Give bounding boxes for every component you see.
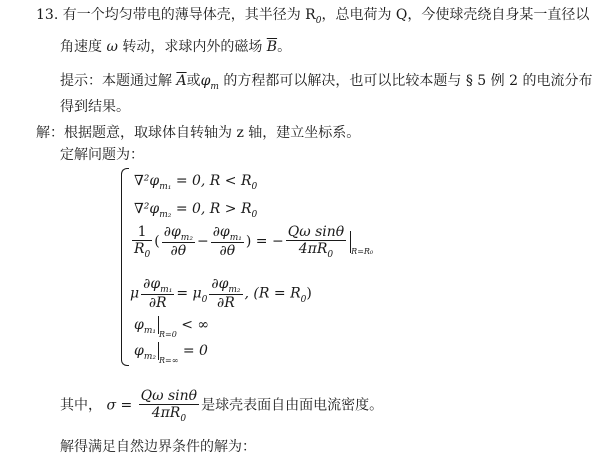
equation-brace [121,168,129,366]
solution-line-1: 解：根据题意，取球体自转轴为 z 轴，建立坐标系。 [36,125,361,141]
solution-label: 解： [36,125,64,141]
solution-line-2: 定解问题为： [60,147,144,163]
equation-1: $\nabla^2\varphi_{m_1} = 0$, $R < R_0$ [134,173,258,192]
sigma-line: 其中， σ = $\frac{\text{Qω sinθ}}{4\pi R_0}$ 是球壳表面自由面电流密度。 [60,388,384,424]
a-vector: $\overline{A}$ [176,73,187,89]
problem-line-2: 角速度 ω 转动，求球内外的磁场 $\overline{B}$。 [60,39,292,55]
equation-3: $\frac{1}{R_0}$ ( $\frac{\partial\varphi_{m_2}}{\partial\theta}$ − $\frac{\partial\varphi_{m_1}}{\partial\theta}$ ) = − $\frac{\text{Qω sinθ}}{4\pi R_0}$ $_{R=R_0}$ [134,224,374,260]
equation-6: $\varphi_{m_2}$ $_{R=\infty}$ = 0 [134,343,208,365]
equation-5: $\varphi_{m_1}$ $_{R=0}$ < ∞ [134,317,210,339]
omega-symbol: ω [106,39,118,55]
hint-line-1: 提示：本题通过解 $\overline{A}$或$\varphi_m$ 的方程都可以解决，也可以比较本题与 § 5 例 2 的电流分布 [60,73,593,92]
hint-line-2: 得到结果。 [60,99,130,115]
problem-number: 13. [36,7,59,23]
problem-text-1: 有一个均匀带电的薄导体壳，其半径为 R [62,7,316,23]
equation-4: μ $\frac{\partial\varphi_{m_1}}{\partial R}$ = $\mu_0$ $\frac{\partial\varphi_{m_2}}{\partial R}$ , $(R = R_0)$ [130,276,312,311]
problem-line-1: 13. 有一个均匀带电的薄导体壳，其半径为 $R_0$，总电荷为 Q，今使球壳绕自身某一直径以 [36,7,590,26]
equation-2: $\nabla^2\varphi_{m_2} = 0$, $R > R_0$ [134,201,258,220]
final-line: 解得满足自然边界条件的解为： [60,439,256,455]
b-vector: $\overline{B}$ [266,39,278,55]
